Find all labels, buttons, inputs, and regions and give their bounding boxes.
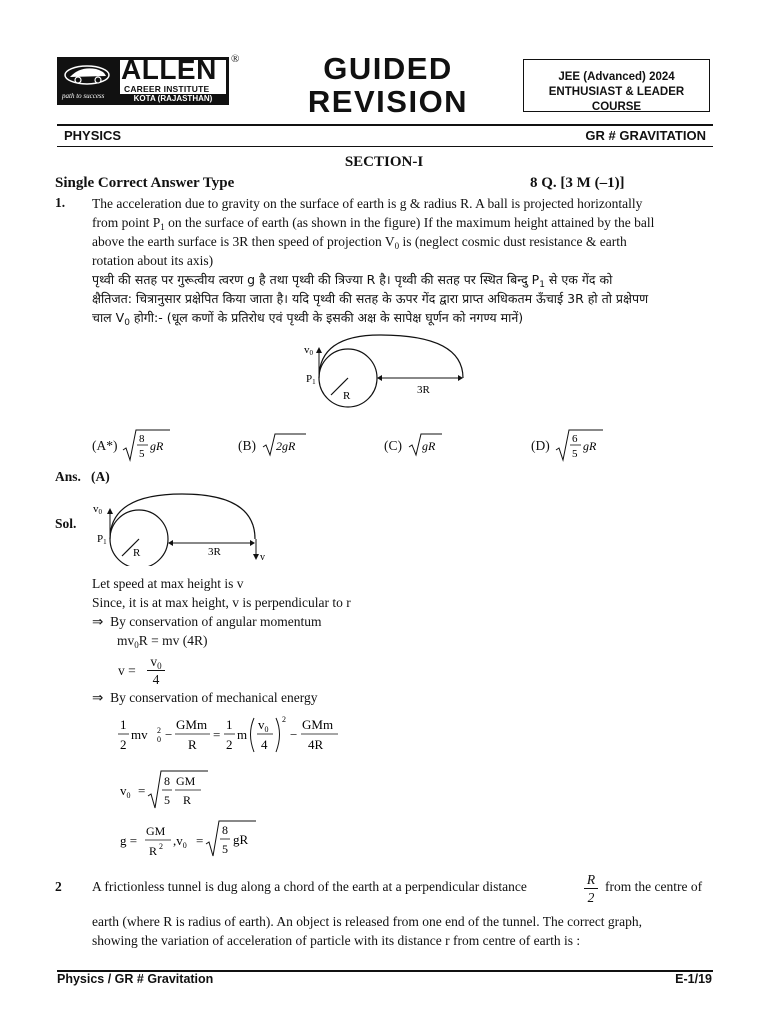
q1-hindi-line: क्षैतिजत: चित्रानुसार प्रक्षेपित किया जाता है। यदि पृथ्वी की सतह के ऊपर गेंद द्वारा प्राप्त अधिकतम ऊँचाई 3R हो तो प्रक्षेपण (92, 291, 649, 306)
q1-line: above the earth surface is 3R then speed of projection $V_0$ is (neglect cosmic dust resistance & earth (92, 234, 627, 251)
svg-text:g =: g = (120, 833, 138, 848)
svg-text:v0: $v_0$ (258, 717, 269, 734)
solution-step: ⇒ By conservation of mechanical energy (92, 690, 318, 705)
solution-line: Let speed at max height is v (92, 576, 244, 591)
question-text (92, 194, 717, 270)
solution-text (92, 574, 351, 650)
svg-text:4: 4 (261, 737, 268, 752)
svg-text:,v0: $,v_0$ (173, 833, 187, 850)
svg-text:1: 1 (120, 717, 127, 732)
subject-rule (57, 146, 713, 147)
footer-subject: Physics / GR # Gravitation (57, 972, 214, 986)
svg-text:5: 5 (572, 448, 578, 460)
solution-step: ⇒ By conservation of angular momentum (92, 614, 322, 629)
svg-text:−: − (165, 727, 173, 742)
question-text-cont: from the centre of (605, 879, 703, 894)
fig-3r-label: 3R (417, 384, 430, 396)
q2-line: earth (where R is radius of earth). An object is released from one end of the tunnel. The correct graph, (92, 914, 643, 929)
svg-text:2gR: 2gR (276, 439, 296, 453)
fraction-r-over-2: R 2 (584, 871, 598, 906)
course-line-2: ENTHUSIAST & LEADER COURSE (548, 86, 685, 113)
svg-text:gR: gR (422, 439, 436, 453)
svg-text:GM: GM (146, 824, 166, 838)
answer-value: (A) (91, 469, 110, 484)
trajectory-arc (319, 335, 463, 378)
question-text: A frictionless tunnel is dug along a chord of the earth at a perpendicular distance (92, 879, 527, 894)
svg-text:R: R (149, 844, 158, 858)
equation-angular-momentum: $mv_0R$ = mv (4R) (117, 633, 208, 650)
svg-text:5: 5 (164, 793, 170, 807)
solution-label: Sol. (55, 516, 77, 531)
logo-subtitle: CAREER INSTITUTE (124, 84, 210, 94)
marking-scheme: 8 Q. [3 M (–1)] (530, 175, 625, 191)
svg-text:8: 8 (222, 823, 228, 837)
svg-text:4R: 4R (308, 737, 324, 752)
topic-label: GR # GRAVITATION (585, 128, 706, 143)
svg-text:gR: gR (150, 439, 164, 453)
svg-text:P1: P1 (97, 533, 107, 546)
q1-line: rotation about its axis) (92, 253, 214, 268)
option-a-radical (122, 428, 172, 464)
implies-icon: ⇒ (92, 690, 104, 705)
svg-text:GMm: GMm (176, 717, 208, 732)
svg-text:−: − (290, 727, 298, 742)
page-number: E-1/19 (675, 972, 712, 986)
option-d-radical (555, 428, 605, 464)
question-number: 2 (55, 879, 62, 894)
logo-emblem-icon (60, 60, 114, 90)
fig-v0-label: v0 (304, 344, 313, 357)
question-text-hindi (92, 270, 717, 327)
svg-text:8: 8 (139, 433, 145, 445)
title-line-1: GUIDED (323, 51, 453, 86)
solution-line: Since, it is at max height, v is perpendicular to r (92, 595, 351, 610)
registered-mark: ® (231, 53, 240, 65)
svg-text:R: R (133, 547, 141, 559)
question-type: Single Correct Answer Type (55, 175, 235, 191)
svg-text:6: 6 (572, 433, 578, 445)
svg-text:gR: gR (583, 439, 597, 453)
option-b-label: (B) (238, 438, 256, 453)
svg-text:0: 0 (157, 735, 161, 744)
logo-tagline: path to success (62, 92, 105, 100)
subject-label: PHYSICS (64, 128, 122, 143)
q1-hindi-line: चाल $V_0$ होगी:- (धूल कणों के प्रतिरोध एवं पृथ्वी के इसकी अक्ष के सापेक्ष घूर्णन को नगण्य मानें) (92, 310, 524, 328)
svg-text:5: 5 (139, 448, 145, 460)
svg-text:3R: 3R (208, 546, 221, 558)
q2-line: showing the variation of acceleration of particle with its distance r from centre of earth is : (92, 933, 581, 948)
title-line-2: REVISION (307, 84, 469, 119)
course-line-1: JEE (Advanced) 2024 (558, 71, 675, 83)
svg-text:v0: $v_0$ (120, 783, 131, 800)
equation-energy (116, 712, 366, 762)
header-rule (57, 124, 713, 126)
equation-v0 (116, 768, 226, 814)
page-title (295, 52, 481, 118)
svg-text:2: 2 (157, 726, 161, 735)
option-a-label: (A*) (92, 438, 118, 453)
course-badge (523, 59, 710, 112)
fig-r-label: R (343, 390, 351, 402)
svg-text:GMm: GMm (302, 717, 334, 732)
option-b-radical (262, 431, 308, 459)
svg-text:8: 8 (164, 774, 170, 788)
svg-text:R: R (188, 737, 197, 752)
question-figure (300, 333, 470, 413)
implies-icon: ⇒ (92, 614, 104, 629)
section-title: SECTION-I (344, 154, 424, 170)
logo-location: KOTA (RAJASTHAN) (119, 94, 227, 104)
option-c-radical (408, 431, 444, 459)
svg-text:=: = (196, 833, 204, 848)
svg-text:2: 2 (226, 737, 233, 752)
svg-text:gR: gR (233, 832, 249, 847)
svg-text:2: 2 (159, 842, 163, 851)
svg-text:GM: GM (176, 774, 196, 788)
solution-figure (90, 492, 275, 566)
svg-text:=: = (213, 727, 221, 742)
svg-text:mv: mv (131, 727, 148, 742)
fig-p1-label: P1 (306, 373, 316, 386)
option-d-label: (D) (531, 438, 550, 453)
equation-g (116, 818, 276, 862)
svg-text:v: v (260, 552, 265, 563)
svg-text:=: = (138, 783, 146, 798)
svg-text:2: 2 (120, 737, 127, 752)
svg-text:R: R (183, 793, 192, 807)
svg-text:2: 2 (282, 715, 286, 724)
q1-line: The acceleration due to gravity on the surface of earth is g & radius R. A ball is projected horizontally (92, 196, 643, 211)
question-number: 1. (55, 195, 66, 210)
logo-name: ALLEN (121, 54, 217, 85)
svg-text:m: m (237, 727, 248, 742)
answer-label: Ans. (55, 469, 81, 484)
svg-text:5: 5 (222, 842, 228, 856)
option-c-label: (C) (384, 438, 402, 453)
q1-hindi-line: पृथ्वी की सतह पर गुरूत्वीय त्वरण g है तथा पृथ्वी की त्रिज्या R है। पृथ्वी की सतह पर स्थित बिन्दु $P_1$ से एक गेंद को (92, 272, 613, 290)
question-text (92, 912, 717, 950)
q1-line: from point $P_1$ on the surface of earth (as shown in the figure) If the maximum height attained by the ball (92, 215, 655, 232)
svg-text:1: 1 (226, 717, 233, 732)
svg-text:v0: v0 (93, 503, 102, 516)
